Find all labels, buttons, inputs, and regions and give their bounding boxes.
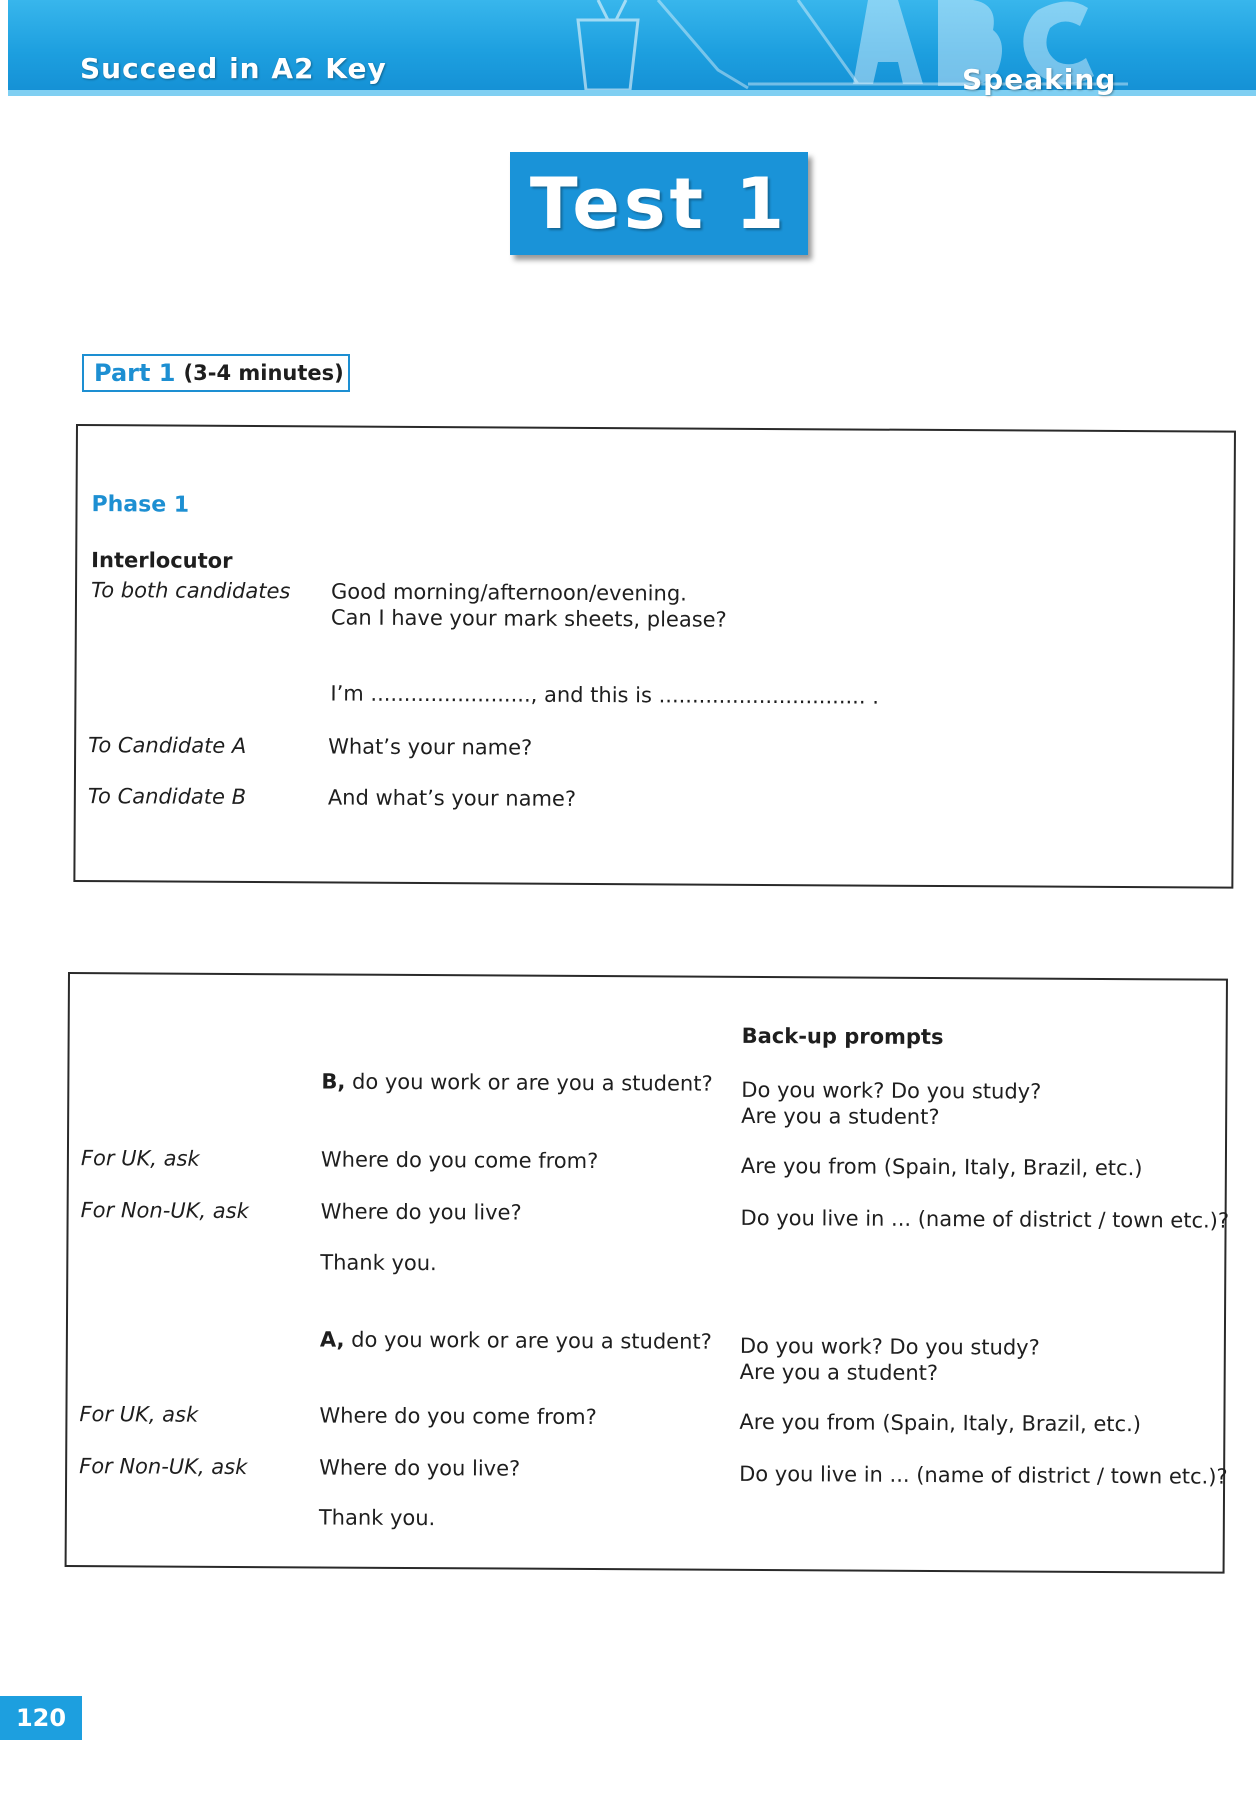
part-label-box [82,354,350,392]
backup-prompt-a-line-1: Do you work? Do you study? [739,1333,1040,1360]
page-number: 120 [0,1696,82,1740]
section-title: Speaking [962,63,1117,96]
series-title: Succeed in A2 Key [80,52,387,85]
test-title-banner [510,152,808,255]
uk-question-a: Where do you come from? [319,1403,597,1430]
non-uk-prompt-a: Do you live in ... (name of district / town etc.)? [739,1461,1228,1489]
introduction-line: I’m ........................, and this is ............................... . [330,681,879,709]
candidate-b-question: And what’s your name? [327,785,577,811]
question-to-b-text: do you work or are you a student? [345,1069,713,1096]
uk-prompt-b: Are you from (Spain, Italy, Brazil, etc.) [740,1153,1143,1181]
test-title: Test 1 [529,162,789,245]
backup-prompt-a-line-2: Are you a student? [739,1359,939,1386]
question-to-a-text: do you work or are you a student? [344,1327,712,1354]
backup-prompt-b-line-2: Are you a student? [741,1103,940,1130]
question-to-a [320,1327,712,1353]
part-time: (3-4 minutes) [183,361,344,385]
phase1-script-box [73,424,1236,889]
non-uk-question-b: Where do you live? [320,1199,522,1225]
phase1-questions-box [65,972,1228,1574]
non-uk-prompt-b: Do you live in ... (name of district / town etc.)? [740,1205,1230,1233]
to-both-candidates-label: To both candidates [90,578,291,604]
for-uk-label-a: For UK, ask [79,1402,199,1427]
greeting-line-2: Can I have your mark sheets, please? [330,605,727,632]
thank-you-b: Thank you. [320,1250,437,1276]
for-non-uk-label-b: For Non-UK, ask [80,1198,249,1224]
uk-question-b: Where do you come from? [320,1147,599,1174]
to-candidate-b-label: To Candidate B [87,784,247,809]
for-non-uk-label-a: For Non-UK, ask [79,1454,248,1480]
backup-prompts-header: Back-up prompts [741,1023,944,1050]
backup-prompt-b-line-1: Do you work? Do you study? [741,1077,1042,1104]
interlocutor-label: Interlocutor [91,548,233,573]
thank-you-a: Thank you. [318,1505,436,1531]
candidate-a-question: What’s your name? [328,734,533,760]
for-uk-label-b: For UK, ask [80,1146,200,1171]
candidate-b-marker: B, [321,1069,346,1094]
to-candidate-a-label: To Candidate A [88,733,247,758]
greeting-line-1: Good morning/afternoon/evening. [330,579,687,606]
candidate-a-marker: A, [319,1327,345,1352]
non-uk-question-a: Where do you live? [319,1455,521,1481]
phase-title: Phase 1 [91,492,190,518]
question-to-b [321,1069,712,1095]
part-label: Part 1 [94,359,176,387]
uk-prompt-a: Are you from (Spain, Italy, Brazil, etc.) [739,1409,1142,1437]
